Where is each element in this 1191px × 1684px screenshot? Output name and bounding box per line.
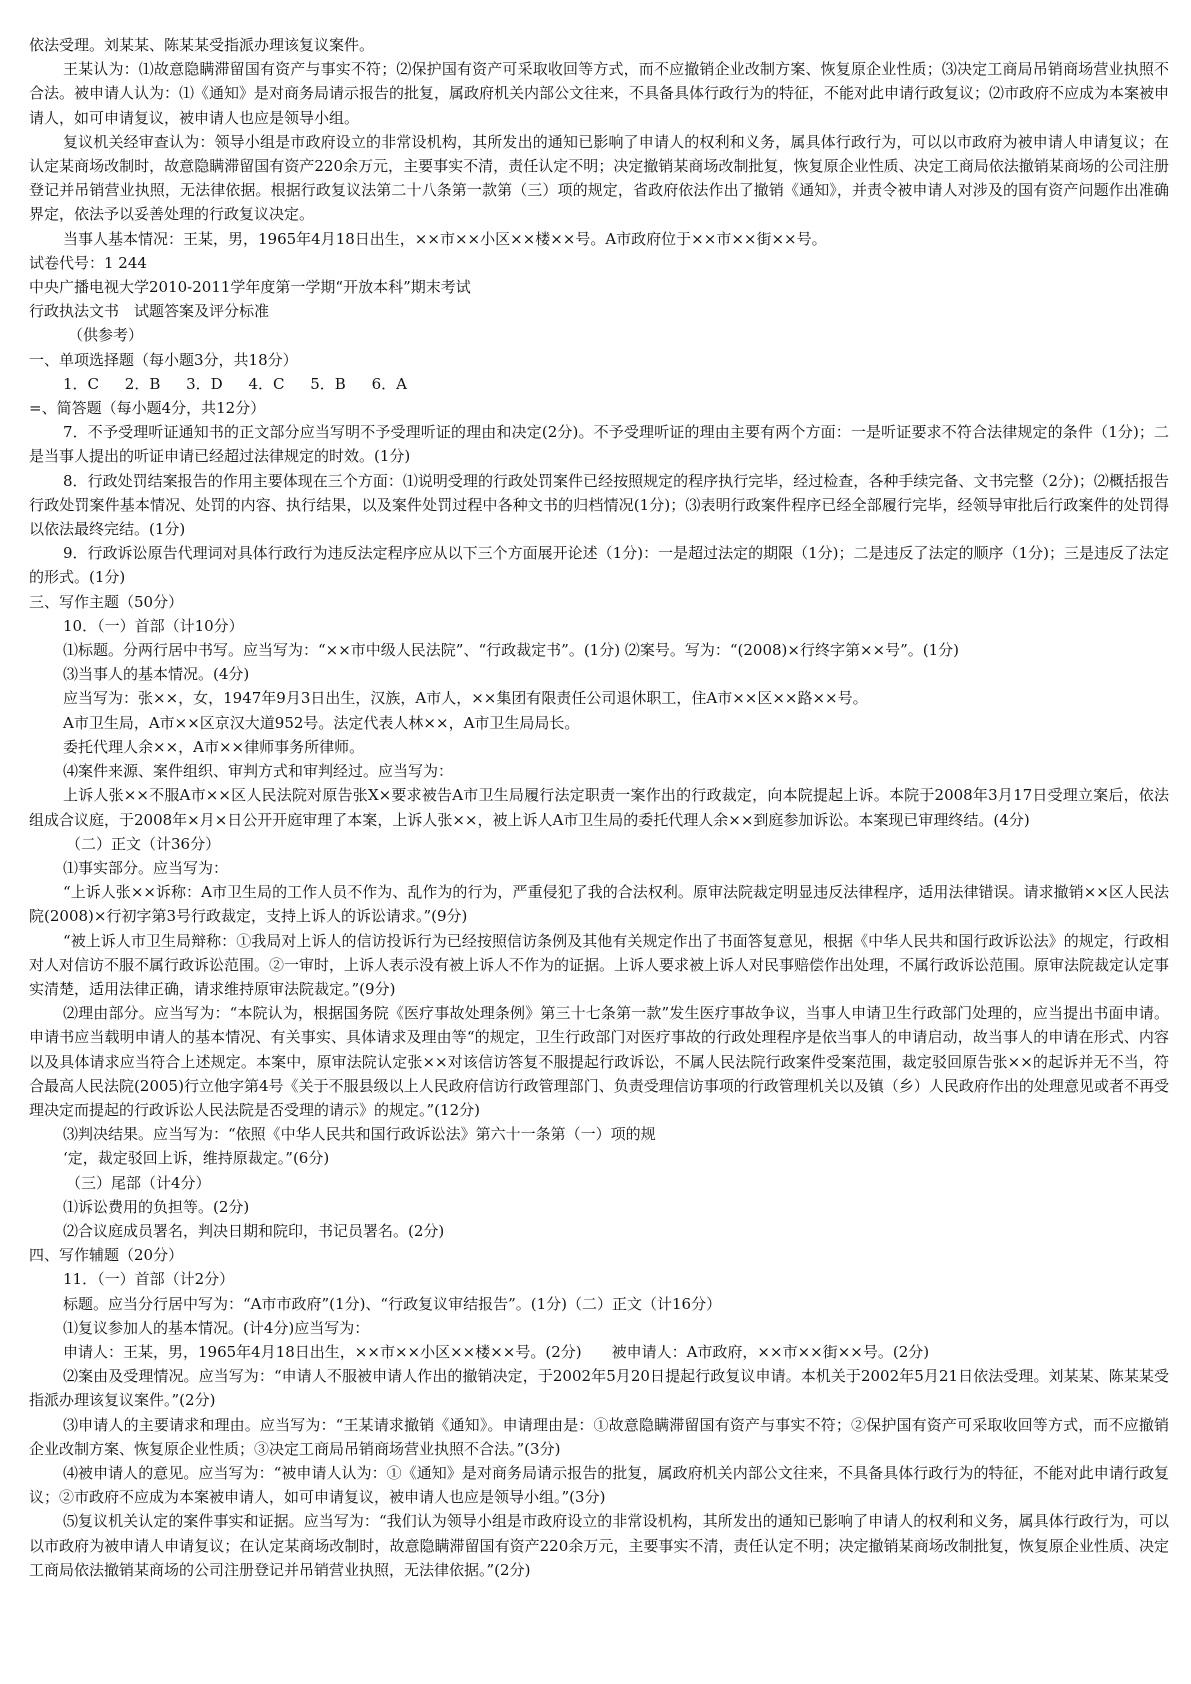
text-line: 9．行政诉讼原告代理词对具体行政行为违反法定程序应从以下三个方面展开论述（1分)：一是超过法定的期限（1分)；二是违反了法定的顺序（1分)；三是违反了法定的形式。(1分): [29, 544, 1169, 587]
text-line: ⑷案件来源、案件组织、审判方式和审判经过。应当写为：: [63, 762, 454, 781]
text-line: 中央广播电视大学2010-2011学年度第一学期“开放本科”期末考试: [29, 278, 471, 297]
text-line: 标题。应当分行居中写为：“A市市政府”(1分)、“行政复议审结报告”。(1分)（二）正文（计16分）: [63, 1294, 722, 1313]
text-line: 当事人基本情况：王某，男，1965年4月18日出生，××市××小区××楼××号。A市政府位于××市××街××号。: [63, 229, 827, 248]
text-line: ‘定，裁定驳回上诉，维持原裁定。”(6分): [63, 1149, 330, 1168]
text-line: ⑴事实部分。应当写为：: [63, 858, 229, 877]
text-line: ⑵理由部分。应当写为：“本院认为，根据国务院《医疗事故处理条例》第三十七条第一款”发生医疗事故争议，当事人申请卫生行政部门处理的，应当提出书面申请。申请书应当载明申请人的基本情况、有关事实、具体请求及理由等“的规定，卫生行政部门对医疗事故的行政处理程序是依当事人的申请启动，故当事人的申请在形式、内容以及具体请求应当符合上述规定。本案中，原审法院认定张××对该信访答复不服提起行政诉讼，不属人民法院行政案件受案范围，裁定驳回原告张××的起诉并无不当，符合最高人民法院(2005)行立他字第4号《关于不服县级以上人民政府信访行政管理部门、负责受理信访事项的行政管理机关以及镇（乡）人民政府作出的处理意见或者不再受理决定而提起的行政诉讼人民法院是否受理的请示》的规定。”(12分): [29, 1004, 1169, 1119]
text-line: 复议机关经审查认为：领导小组是市政府设立的非常设机构，其所发出的通知已影响了申请人的权利和义务，属具体行政行为，可以以市政府为被申请人申请复议；在认定某商场改制时，故意隐瞒滞留国有资产220余万元，主要事实不清，责任认定不明；决定撤销某商场改制批复，恢复原企业性质、决定工商局依法撤销某商场的公司注册登记并吊销营业执照，无法律依据。根据行政复议法第二十八条第一款第（三）项的规定，省政府依法作出了撤销《通知》，并责令被申请人对涉及的国有资产问题作出准确界定，依法予以妥善处理的行政复议决定。: [29, 132, 1169, 224]
text-line: （二）正文（计36分）: [66, 834, 221, 853]
text-line: ⑵案由及受理情况。应当写为：“申请人不服被申请人作出的撤销决定，于2002年5月20日提起行政复议申请。本机关于2002年5月21日依法受理。刘某某、陈某某受指派办理该复议案件。”(2分): [29, 1367, 1169, 1410]
text-line: ⑶申请人的主要请求和理由。应当写为：“王某请求撤销《通知》。申请理由是：①故意隐瞒滞留国有资产与事实不符；②保护国有资产可采取收回等方式，而不应撤销企业改制方案、恢复原企业性质；③决定工商局吊销商场营业执照不合法。”(3分): [29, 1415, 1169, 1458]
text-line: 一、单项选择题（每小题3分，共18分）: [29, 350, 298, 369]
text-line: 10．（一）首部（计10分）: [63, 616, 244, 635]
text-line: ⑶当事人的基本情况。(4分): [63, 665, 250, 684]
text-line: 三、写作主题（50分）: [29, 592, 184, 611]
text-line: 王某认为：⑴故意隐瞒滞留国有资产与事实不符；⑵保护国有资产可采取收回等方式，而不应撤销企业改制方案、恢复原企业性质；⑶决定工商局吊销商场营业执照不合法。被申请人认为：⑴《通知》是对商务局请示报告的批复，属政府机关内部公文往来，不具备具体行政行为的特征，不能对此申请行政复议；⑵市政府不应成为本案被申请人，如可申请复议，被申请人也应是领导小组。: [29, 60, 1170, 127]
text-line: ⑶判决结果。应当写为：“依照《中华人民共和国行政诉讼法》第六十一条第（一）项的规: [63, 1125, 656, 1144]
text-line: 1．C 2．B 3．D 4．C 5．B 6．A: [63, 374, 407, 393]
text-line: 7．不予受理听证通知书的正文部分应当写明不予受理听证的理由和决定(2分)。不予受理听证的理由主要有两个方面：一是听证要求不符合法律规定的条件（1分)；二是当事人提出的听证申请已经超过法律规定的时效。(1分): [29, 423, 1169, 466]
text-line: 试卷代号：1 244: [29, 253, 147, 272]
text-line: （三）尾部（计4分）: [66, 1173, 211, 1192]
text-line: 四、写作辅题（20分）: [29, 1246, 184, 1265]
text-line: ⑴标题。分两行居中书写。应当写为：“××市中级人民法院”、“行政裁定书”。(1分) ⑵案号。写为：“(2008)×行终字第××号”。(1分): [63, 641, 959, 660]
text-line: ⑸复议机关认定的案件事实和证据。应当写为：“我们认为领导小组是市政府设立的非常设机构，其所发出的通知已影响了申请人的权利和义务，属具体行政行为，可以以市政府为被申请人申请复议；在认定某商场改制时，故意隐瞒滞留国有资产220余万元，主要事实不清，责任认定不明；决定撤销某商场改制批复，恢复原企业性质、决定工商局依法撤销某商场的公司注册登记并吊销营业执照，无法律依据。”(2分): [29, 1512, 1169, 1579]
text-line: 应当写为：张××，女，1947年9月3日出生，汉族，A市人，××集团有限责任公司退休职工，住A市××区××路××号。: [63, 689, 868, 708]
text-line: 11．（一）首部（计2分）: [63, 1270, 235, 1289]
text-line: 上诉人张××不服A市××区人民法院对原告张X×要求被告A市卫生局履行法定职责一案作出的行政裁定，向本院提起上诉。本院于2008年3月17日受理立案后，依法组成合议庭，于2008年×月×日公开开庭审理了本案，上诉人张××，被上诉人A市卫生局的委托代理人余××到庭参加诉讼。本案现已审理终结。(4分): [29, 786, 1169, 829]
text-line: ⑵合议庭成员署名，判决日期和院印，书记员署名。(2分): [63, 1221, 445, 1240]
text-line: ⑴诉讼费用的负担等。(2分): [63, 1197, 250, 1216]
text-line: （供参考）: [68, 326, 144, 345]
text-line: =、简答题（每小题4分，共12分）: [29, 399, 266, 418]
text-line: “上诉人张××诉称：A市卫生局的工作人员不作为、乱作为的行为，严重侵犯了我的合法权利。原审法院裁定明显违反法律程序，适用法律错误。请求撤销××区人民法院(2008)×行初字第3号行政裁定，支持上诉人的诉讼请求。”(9分): [29, 883, 1169, 926]
text-line: 申请人：王某，男，1965年4月18日出生，××市××小区××楼××号。(2分) 被申请人：A市政府，××市××街××号。(2分): [63, 1342, 930, 1361]
text-line: ⑴复议参加人的基本情况。(计4分)应当写为：: [63, 1318, 370, 1337]
text-line: 依法受理。刘某某、陈某某受指派办理该复议案件。: [29, 36, 375, 54]
text-line: 委托代理人余××，A市××律师事务所律师。: [63, 737, 365, 756]
text-line: A市卫生局，A市××区京汉大道952号。法定代表人林××，A市卫生局局长。: [63, 713, 580, 732]
text-line: ⑷被申请人的意见。应当写为：“被申请人认为：①《通知》是对商务局请示报告的批复，属政府机关内部公文往来，不具备具体行政行为的特征，不能对此申请行政复议；②市政府不应成为本案被申请人，如可申请复议，被申请人也应是领导小组。”(3分): [29, 1463, 1169, 1507]
text-line: “被上诉人市卫生局辩称：①我局对上诉人的信访投诉行为已经按照信访条例及其他有关规定作出了书面答复意见，根据《中华人民共和国行政诉讼法》的规定，行政相对人对信访不服不属行政诉讼范围。②一审时，上诉人表示没有被上诉人不作为的证据。上诉人要求被上诉人对民事赔偿作出处理，不属行政诉讼范围。原审法院裁定认定事实清楚，适用法律正确，请求维持原审法院裁定。”(9分): [29, 931, 1170, 998]
text-line: 行政执法文书 试题答案及评分标准: [29, 302, 270, 321]
text-line: 8．行政处罚结案报告的作用主要体现在三个方面：⑴说明受理的行政处罚案件已经按照规定的程序执行完毕，经过检查，各种手续完备、文书完整（2分)；⑵概括报告行政处罚案件基本情况、处罚的内容、执行结果，以及案件处罚过程中各种文书的归档情况(1分)；⑶表明行政案件程序已经全部履行完毕，经领导审批后行政案件的处罚得以依法最终完结。(1分): [29, 471, 1169, 539]
